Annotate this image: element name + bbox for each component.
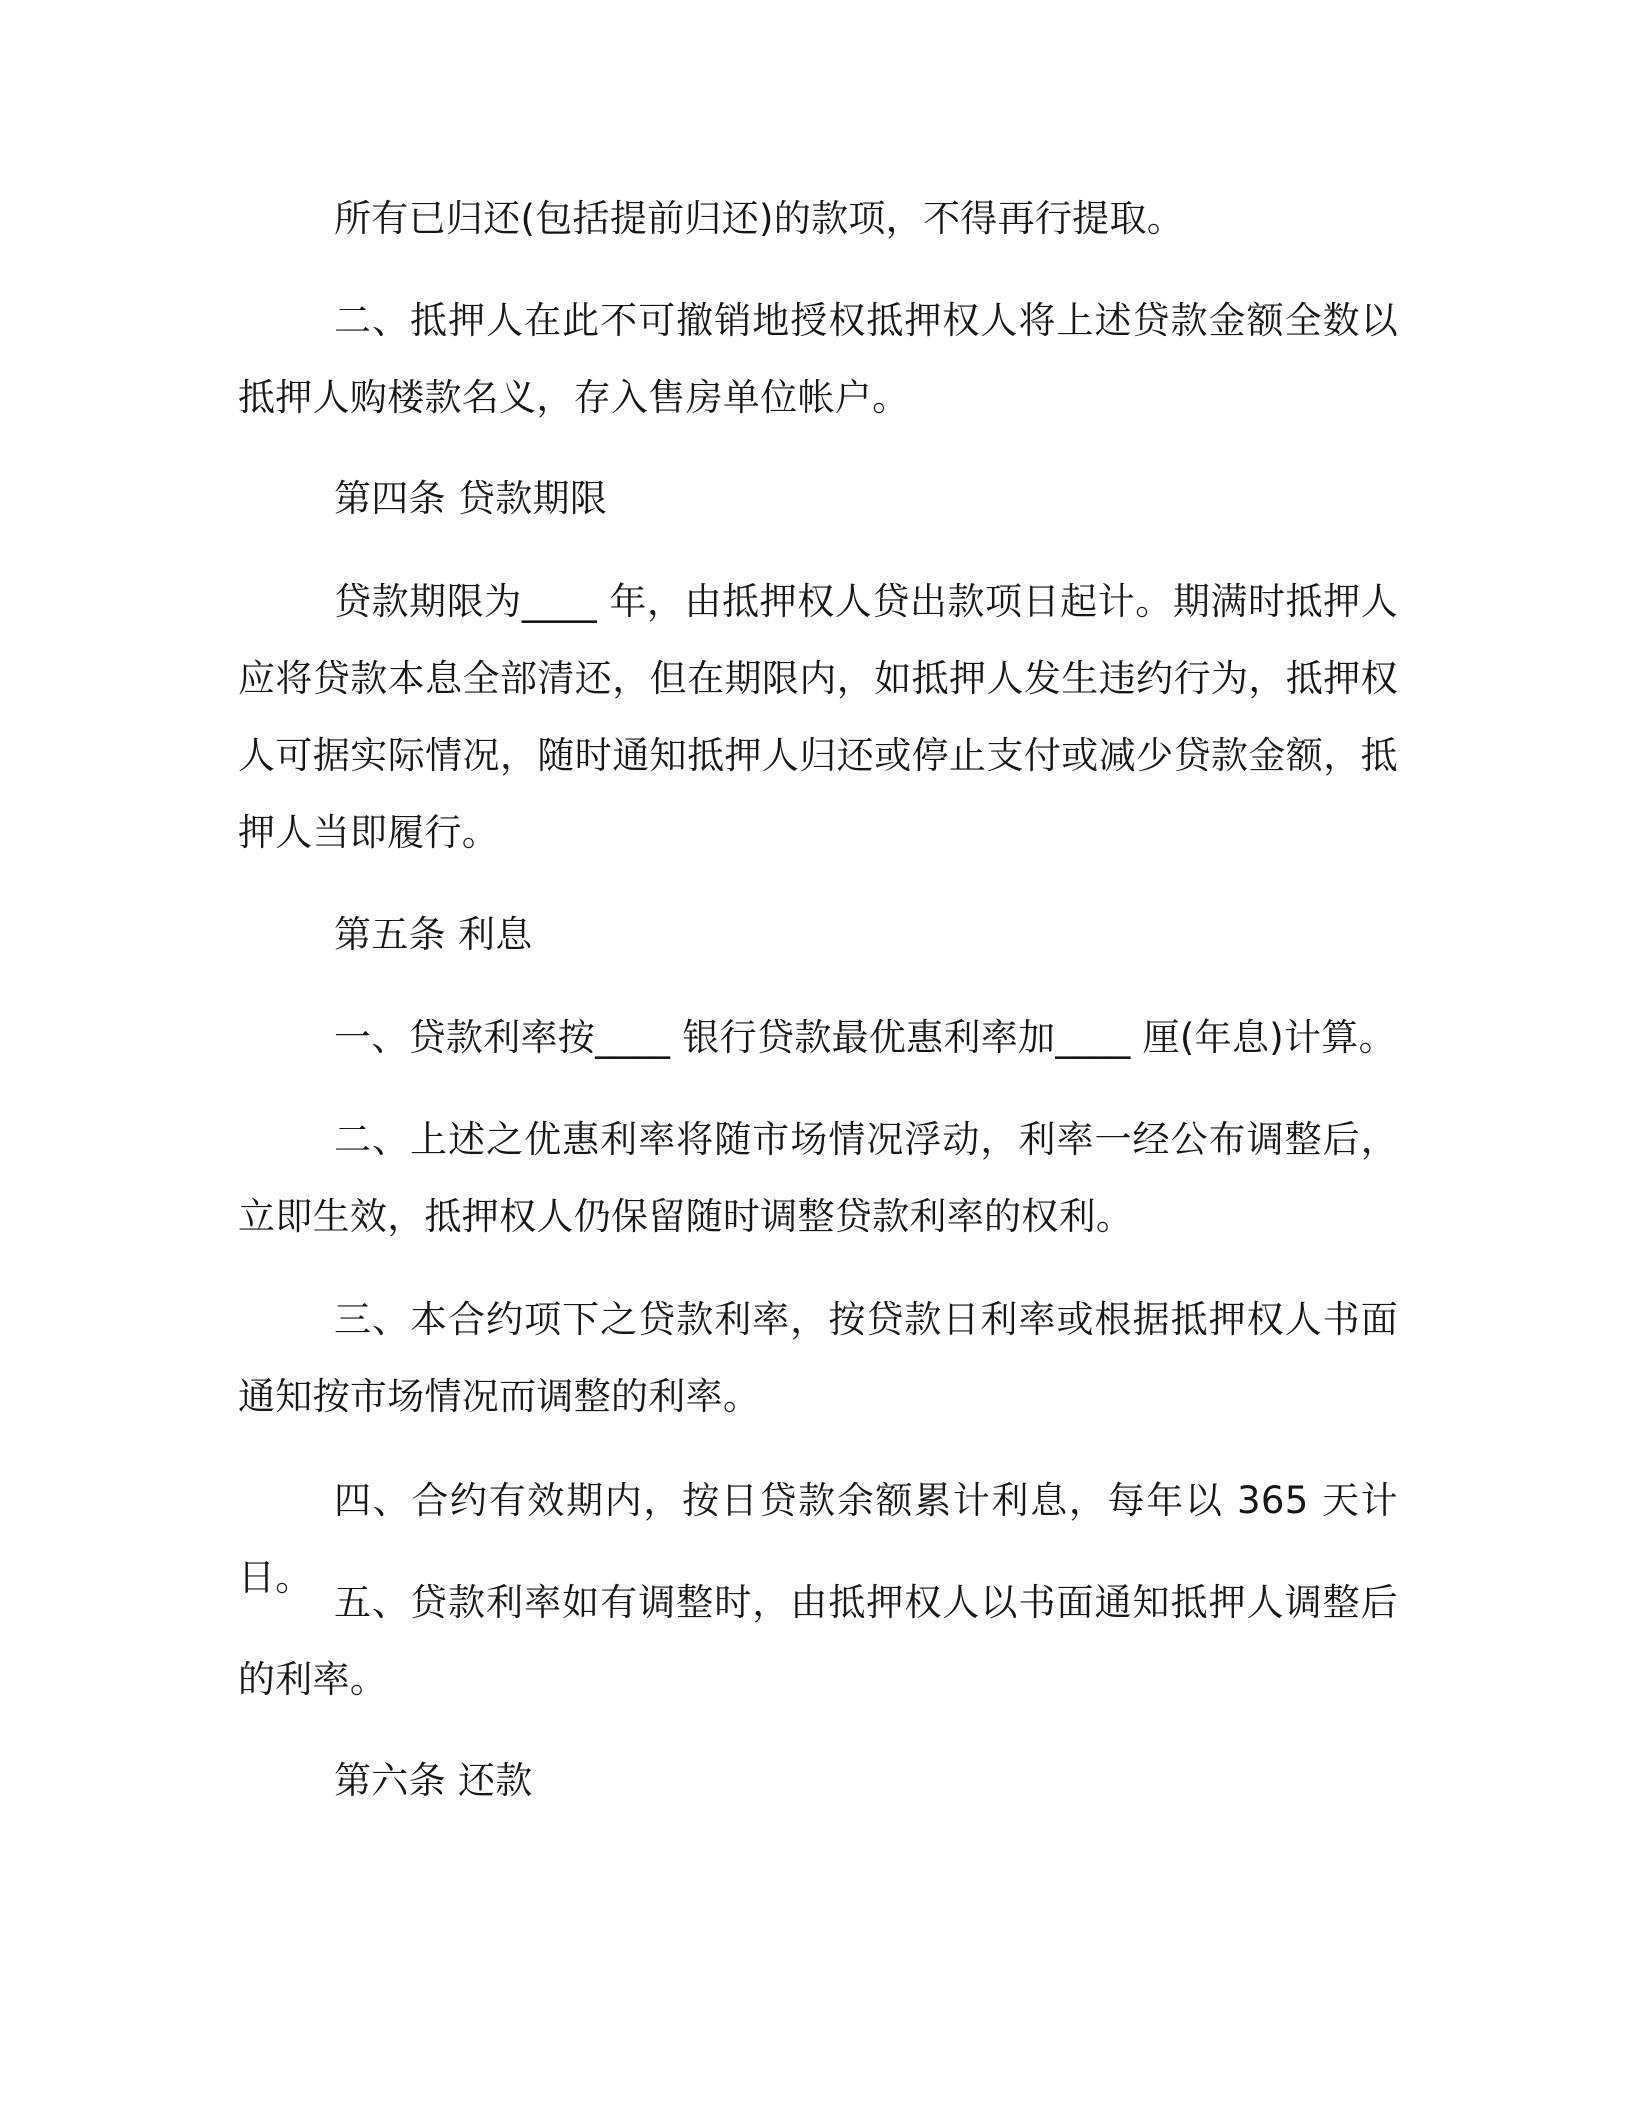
paragraph-rate-floating: 二、上述之优惠利率将随市场情况浮动，利率一经公布调整后，立即生效，抵押权人仍保留随时调整贷款利率的权利。	[238, 1118, 1398, 1238]
paragraph-repaid-funds: 所有已归还(包括提前归还)的款项，不得再行提取。	[334, 197, 1185, 240]
paragraph-authorization: 二、抵押人在此不可撤销地授权抵押权人将上述贷款金额全数以抵押人购楼款名义，存入售房单位帐户。	[238, 299, 1398, 419]
paragraph-rate-adjustment: 五、贷款利率如有调整时，由抵押权人以书面通知抵押人调整后的利率。	[238, 1581, 1398, 1701]
heading-article-6: 第六条 还款	[334, 1759, 533, 1802]
paragraph-rate-basis: 三、本合约项下之贷款利率，按贷款日利率或根据抵押权人书面通知按市场情况而调整的利率。	[238, 1298, 1398, 1418]
paragraph-interest-rate: 一、贷款利率按____ 银行贷款最优惠利率加____ 厘(年息)计算。	[334, 1016, 1396, 1059]
heading-article-4: 第四条 贷款期限	[334, 477, 608, 520]
paragraph-daily-interest: 四、合约有效期内，按日贷款余额累计利息，每年以 365 天计日。	[238, 1479, 1398, 1599]
heading-article-5: 第五条 利息	[334, 913, 533, 956]
paragraph-loan-term: 贷款期限为____ 年，由抵押权人贷出款项日起计。期满时抵押人应将贷款本息全部清还，但在期限内，如抵押人发生违约行为，抵押权人可据实际情况，随时通知抵押人归还或停止支付或减少贷款金额，抵押人当即履行。	[238, 580, 1398, 854]
